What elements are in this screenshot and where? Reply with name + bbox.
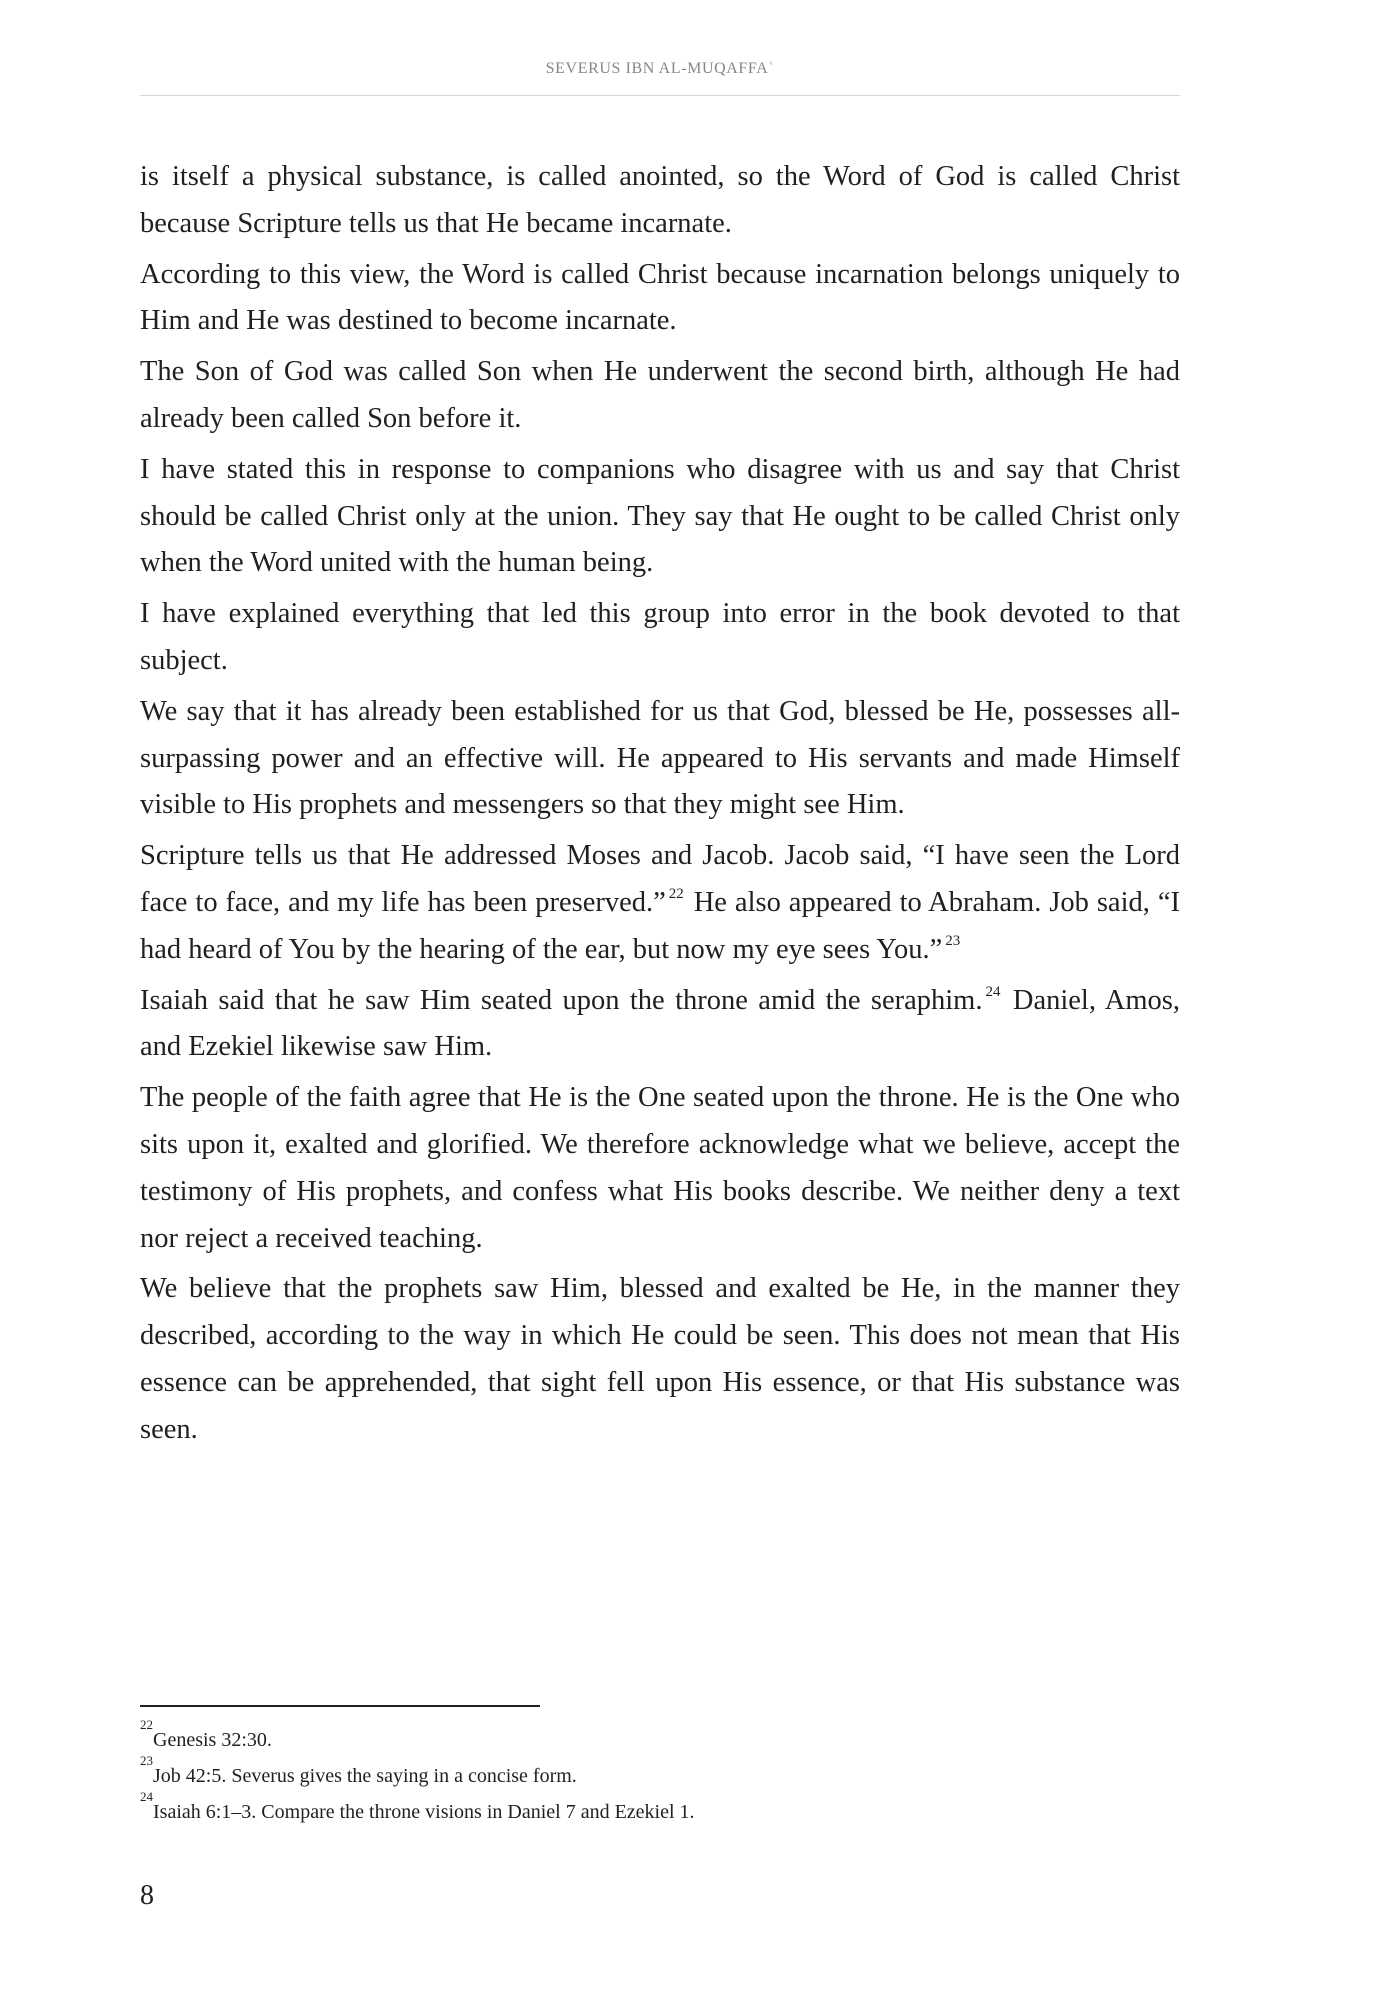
paragraph-1: is itself a physical substance, is called anointed, so the Word of God is called Christ because Scripture tells us that He became incarnate. xyxy=(140,161,1180,239)
footnote-rule xyxy=(140,1705,540,1707)
paragraph-4: I have stated this in response to companions who disagree with us and say that Christ should be called Christ only at the union. They say that He ought to be called Christ only when the Word united with the human being. xyxy=(140,453,1180,579)
paragraph-2: According to this view, the Word is called Christ because incarnation belongs uniquely to Him and He was destined to become incarnate. xyxy=(140,258,1180,337)
footnote-ref-24[interactable]: 24 xyxy=(985,983,1001,1000)
paragraph-6: We say that it has already been established for us that God, blessed be He, possesses all-surpassing power and an effective will. He appeared to His servants and made Himself visible to His prophets and messengers so that they might see Him. xyxy=(140,695,1180,821)
running-head: SEVERUS IBN AL-MUQAFFAʿ xyxy=(545,60,775,77)
footnote-text: Isaiah 6:1–3. Compare the throne visions in Daniel 7 and Ezekiel 1. xyxy=(153,1801,695,1823)
paragraph-7 xyxy=(140,833,1180,973)
paragraph-7-text-b: He also appeared to Abraham. Job said, “I had heard of You by the hearing of the ear, but now my eye sees You.” xyxy=(140,886,1180,965)
paragraph-8-text-b: Daniel, Amos, and Ezekiel likewise saw Him. xyxy=(140,984,1180,1063)
footnote-ref-23[interactable]: 23 xyxy=(945,932,961,949)
paragraph-8 xyxy=(140,978,1180,1072)
paragraph-3: The Son of God was called Son when He underwent the second birth, although He had already been called Son before it. xyxy=(140,356,1180,434)
footnote-text: Genesis 32:30. xyxy=(153,1729,272,1751)
paragraph-5: I have explained everything that led this group into error in the book devoted to that subject. xyxy=(140,598,1180,676)
header-rule xyxy=(140,95,1180,96)
footnote-number: 23 xyxy=(140,1753,153,1769)
footnote-text: Job 42:5. Severus gives the saying in a concise form. xyxy=(153,1765,577,1787)
footnote-ref-22[interactable]: 22 xyxy=(668,885,684,902)
footnote-number: 22 xyxy=(140,1717,153,1733)
paragraph-7-text-a: Scripture tells us that He addressed Moses and Jacob. Jacob said, “I have seen the Lord face to face, and my life has been preserved.” xyxy=(140,840,1180,918)
body-text xyxy=(140,154,1180,1458)
paragraph-10: We believe that the prophets saw Him, blessed and exalted be He, in the manner they described, according to the way in which He could be seen. This does not mean that His essence can be apprehended, that sight fell upon His essence, or that His substance was seen. xyxy=(140,1273,1180,1445)
footnote-22 xyxy=(140,1717,1180,1758)
footnote-23 xyxy=(140,1753,1180,1794)
page-number: 8 xyxy=(140,1880,154,1911)
paragraph-8-text-a: Isaiah said that he saw Him seated upon the throne amid the seraphim. xyxy=(140,984,983,1016)
footnote-24 xyxy=(140,1789,1180,1830)
footnote-number: 24 xyxy=(140,1789,153,1805)
footnotes xyxy=(140,1717,1180,1830)
paragraph-9: The people of the faith agree that He is the One seated upon the throne. He is the One who sits upon it, exalted and glorified. We therefore acknowledge what we believe, accept the testimony of His prophets, and confess what His books describe. We neither deny a text nor reject a received teaching. xyxy=(140,1082,1180,1254)
